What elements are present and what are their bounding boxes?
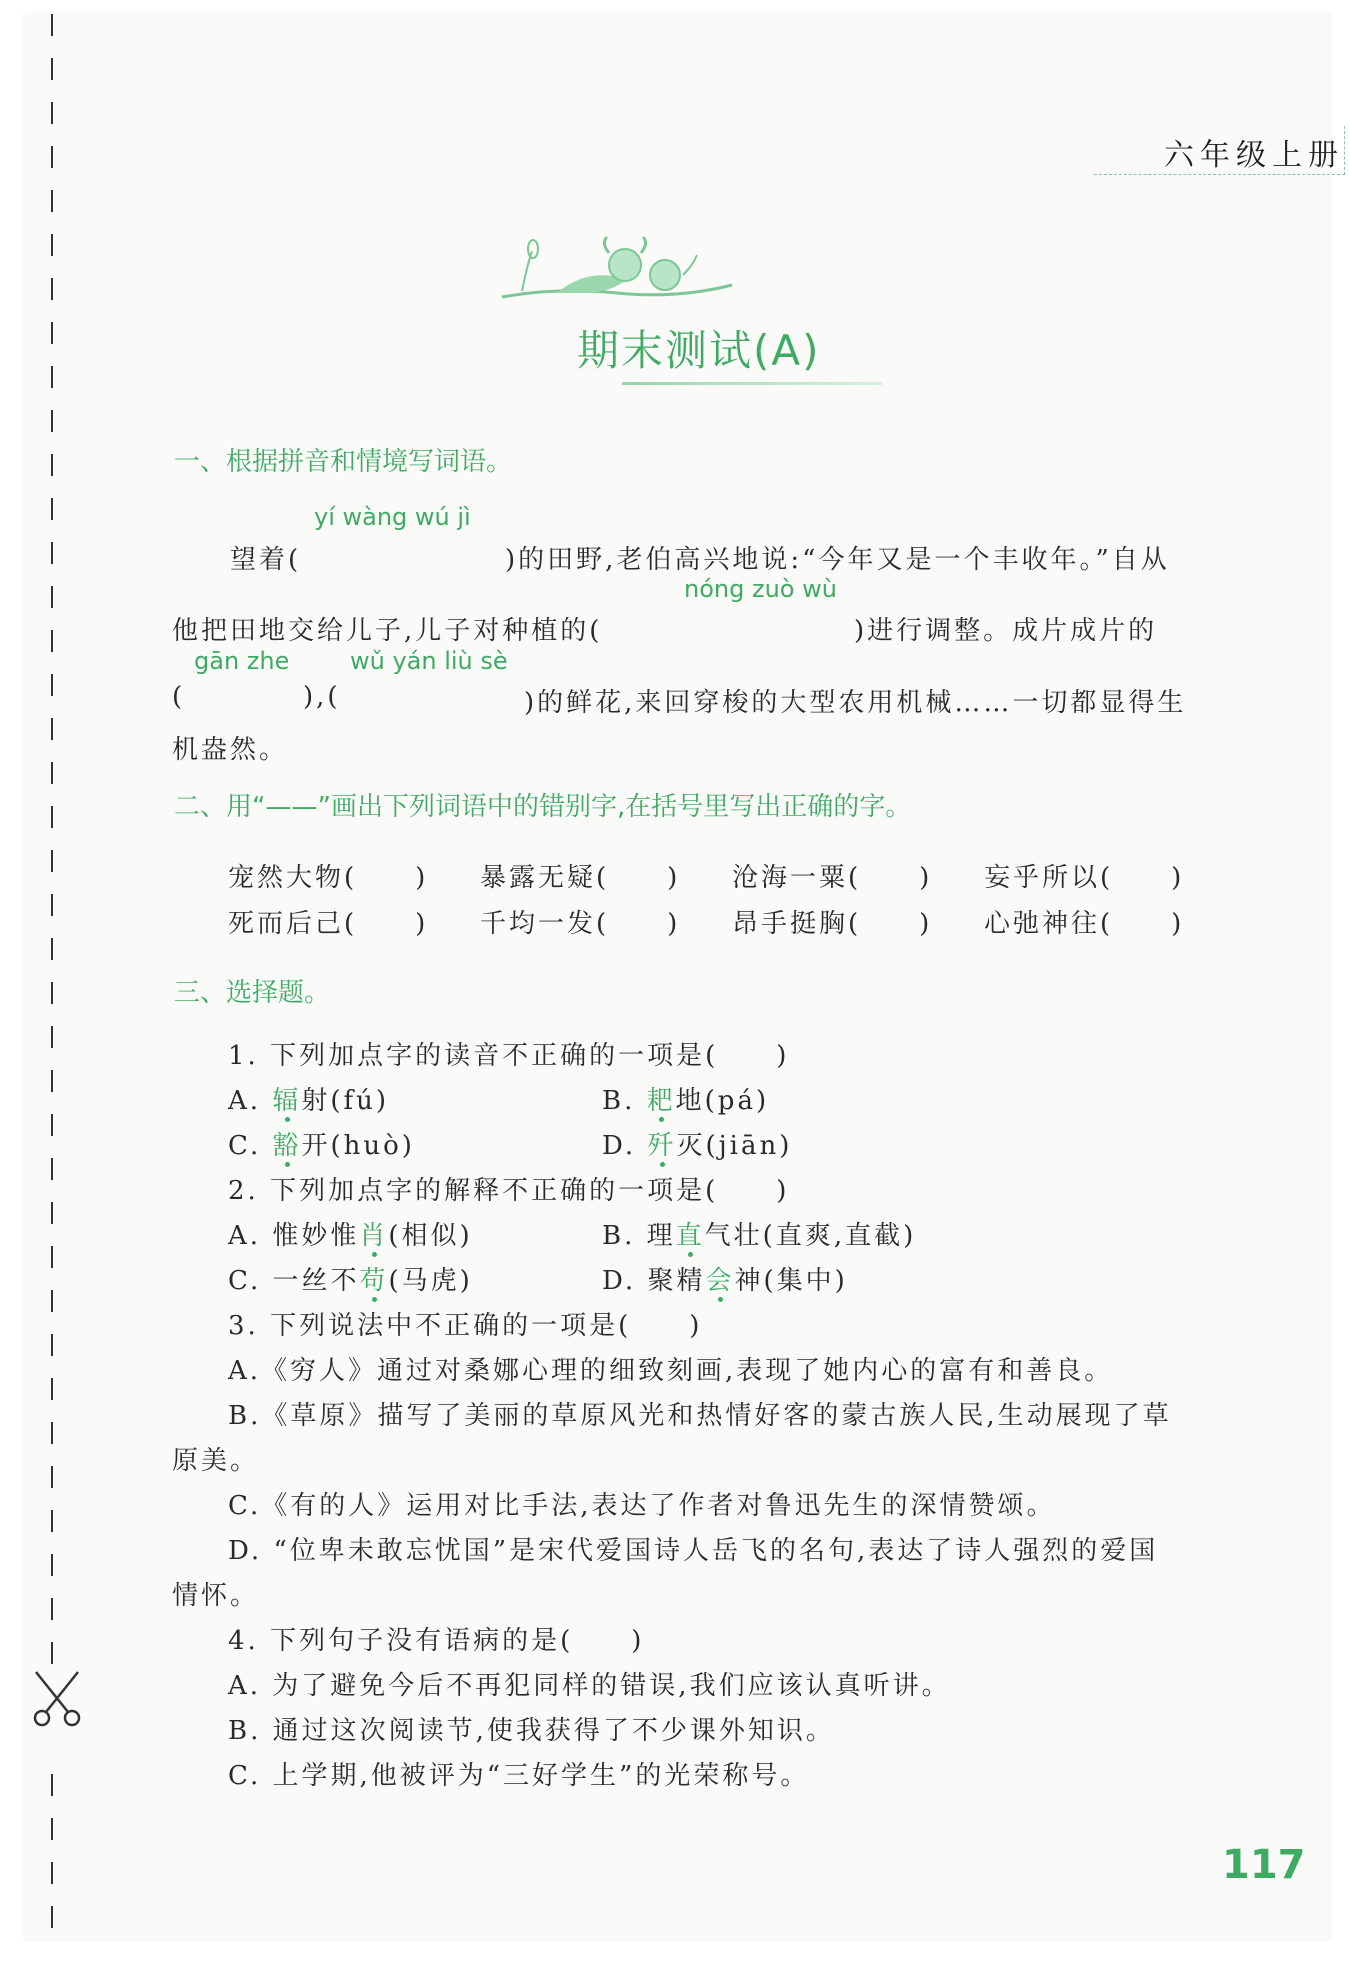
cut-line-dash (51, 542, 53, 564)
page-number: 117 (1222, 1842, 1306, 1888)
children-illustration-icon (497, 227, 737, 317)
option-text: 开(huò) (301, 1131, 415, 1161)
s1-line2-b: )进行调整。成片成片的 (854, 616, 1158, 646)
word-item: 宠然大物( ) (228, 863, 429, 893)
pinyin-4: wǔ yán liù sè (350, 647, 508, 675)
cut-line-dash (51, 234, 53, 256)
cut-line-dash (51, 1862, 53, 1884)
cut-line-dash (51, 1642, 53, 1664)
cut-line-dash (51, 1466, 53, 1488)
cut-line-dash (51, 1510, 53, 1532)
cut-line-dash (51, 102, 53, 124)
option-label: D. (602, 1131, 637, 1161)
cut-line-dash (51, 410, 53, 432)
cut-line-dash (51, 718, 53, 740)
option-text: 气壮(直爽,直截) (704, 1221, 917, 1251)
cut-line-dash (51, 938, 53, 960)
dotted-char: 辐 (272, 1086, 302, 1116)
question-3: 3. 下列说法中不正确的一项是( ) (228, 1311, 703, 1341)
cut-line-dash (51, 762, 53, 784)
cut-line-dash (51, 586, 53, 608)
word-item: 妄乎所以( ) (984, 863, 1185, 893)
pinyin-3: gān zhe (194, 647, 290, 675)
s1-line1-a: 望着( (230, 545, 302, 575)
s1-line3-a: ( (172, 682, 186, 712)
q3-option-d-cont: 情怀。 (172, 1581, 260, 1611)
cut-line-dash (51, 630, 53, 652)
q2-option-b (602, 1215, 916, 1252)
dotted-char: 豁 (272, 1131, 302, 1161)
word-item: 昂手挺胸( ) (732, 909, 933, 939)
cut-line-dash (51, 894, 53, 916)
cut-line-dash (51, 806, 53, 828)
dotted-char: 肖 (359, 1221, 389, 1251)
option-label: A. (228, 1086, 262, 1116)
cut-line-dash (51, 1026, 53, 1048)
page-title: 期末测试(A) (577, 326, 821, 375)
s1-line2-a: 他把田地交给儿子,儿子对种植的( (172, 616, 603, 646)
dotted-char: 苟 (359, 1266, 389, 1296)
scissors-icon (30, 1668, 84, 1728)
pinyin-2: nóng zuò wù (684, 575, 837, 603)
section-1-heading: 一、根据拼音和情境写词语。 (174, 447, 513, 477)
q3-option-c: C.《有的人》运用对比手法,表达了作者对鲁迅先生的深情赞颂。 (228, 1491, 1056, 1521)
q4-option-b: B. 通过这次阅读节,使我获得了不少课外知识。 (228, 1716, 835, 1746)
cut-line-dash (51, 278, 53, 300)
cut-line-dash (51, 1774, 53, 1796)
q3-option-b: B.《草原》描写了美丽的草原风光和热情好客的蒙古族人民,生动展现了草 (228, 1401, 1172, 1431)
cut-line-dash (51, 1070, 53, 1092)
question-2: 2. 下列加点字的解释不正确的一项是( ) (228, 1176, 790, 1206)
word-item: 沧海一粟( ) (732, 863, 933, 893)
dotted-char: 歼 (647, 1131, 677, 1161)
option-text: 理 (646, 1221, 676, 1251)
option-text: 聚精 (647, 1266, 706, 1296)
q3-option-a: A.《穷人》通过对桑娜心理的细致刻画,表现了她内心的富有和善良。 (228, 1356, 1114, 1386)
title-underline (622, 382, 882, 385)
q2-option-c (228, 1260, 473, 1297)
cut-line-dash (51, 850, 53, 872)
q4-option-a: A. 为了避免今后不再犯同样的错误,我们应该认真听讲。 (228, 1671, 951, 1701)
cut-line-dash (51, 454, 53, 476)
cut-line-dash (51, 190, 53, 212)
cut-line-dash (51, 1818, 53, 1840)
cut-line-dash (51, 1158, 53, 1180)
word-item: 死而后己( ) (228, 909, 429, 939)
q2-option-d (602, 1260, 848, 1297)
s1-line3-b: ),( (303, 682, 341, 712)
word-item: 暴露无疑( ) (480, 863, 681, 893)
q1-option-c (228, 1125, 415, 1162)
q1-option-d (602, 1125, 792, 1162)
cut-line-dash (51, 674, 53, 696)
cut-line-dash (51, 1422, 53, 1444)
option-text: 射(fú) (301, 1086, 389, 1116)
option-text: 地(pá) (675, 1086, 770, 1116)
q3-option-d: D. “位卑未敢忘忧国”是宋代爱国诗人岳飞的名句,表达了诗人强烈的爱国 (228, 1536, 1159, 1566)
s1-line1-b: )的田野,老伯高兴地说:“今年又是一个丰收年。”自从 (505, 545, 1170, 575)
q1-option-b (602, 1080, 769, 1117)
q2-option-a (228, 1215, 473, 1252)
option-label: C. (228, 1131, 262, 1161)
option-text: (马虎) (388, 1266, 473, 1296)
option-label: B. (602, 1086, 636, 1116)
cut-line-dash (51, 1598, 53, 1620)
option-text: 神(集中) (734, 1266, 848, 1296)
s1-line4: 机盎然。 (172, 735, 289, 765)
option-text: 一丝不 (272, 1266, 360, 1296)
cut-line-dash (51, 1334, 53, 1356)
dotted-char: 耙 (646, 1086, 676, 1116)
cut-line-dash (51, 322, 53, 344)
cut-line-dash (51, 1378, 53, 1400)
option-label: D. (602, 1266, 637, 1296)
workbook-page (22, 12, 1344, 1942)
cut-line-dash (51, 1554, 53, 1576)
cut-line-dash (51, 366, 53, 388)
option-text: 灭(jiān) (676, 1131, 793, 1161)
cut-line-dash (51, 1202, 53, 1224)
cut-line-dash (51, 1114, 53, 1136)
s1-line3-c: )的鲜花,来回穿梭的大型农用机械……一切都显得生 (524, 688, 1187, 718)
q1-option-a (228, 1080, 389, 1117)
question-4: 4. 下列句子没有语病的是( ) (228, 1626, 645, 1656)
option-label: B. (602, 1221, 636, 1251)
cut-line-dash (51, 982, 53, 1004)
q4-option-c: C. 上学期,他被评为“三好学生”的光荣称号。 (228, 1761, 810, 1791)
cut-line-dash (51, 14, 53, 36)
cut-line-dash (51, 1246, 53, 1268)
pinyin-1: yí wàng wú jì (314, 503, 471, 531)
grade-label: 六年级上册 (1164, 138, 1344, 173)
option-text: 惟妙惟 (272, 1221, 360, 1251)
word-item: 心弛神往( ) (984, 909, 1185, 939)
cut-line-dash (51, 58, 53, 80)
question-1: 1. 下列加点字的读音不正确的一项是( ) (228, 1041, 790, 1071)
dotted-char: 直 (675, 1221, 705, 1251)
section-3-heading: 三、选择题。 (174, 978, 331, 1008)
grade-label-box (1094, 126, 1345, 175)
dotted-char: 会 (705, 1266, 735, 1296)
option-label: A. (228, 1221, 262, 1251)
option-text: (相似) (388, 1221, 473, 1251)
cut-line-dash (51, 498, 53, 520)
option-label: C. (228, 1266, 262, 1296)
cut-line-dash (51, 146, 53, 168)
word-item: 千均一发( ) (480, 909, 681, 939)
section-2-heading: 二、用“——”画出下列词语中的错别字,在括号里写出正确的字。 (174, 792, 912, 822)
cut-line-dash (51, 1906, 53, 1928)
q3-option-b-cont: 原美。 (172, 1446, 260, 1476)
cut-line-dash (51, 1290, 53, 1312)
